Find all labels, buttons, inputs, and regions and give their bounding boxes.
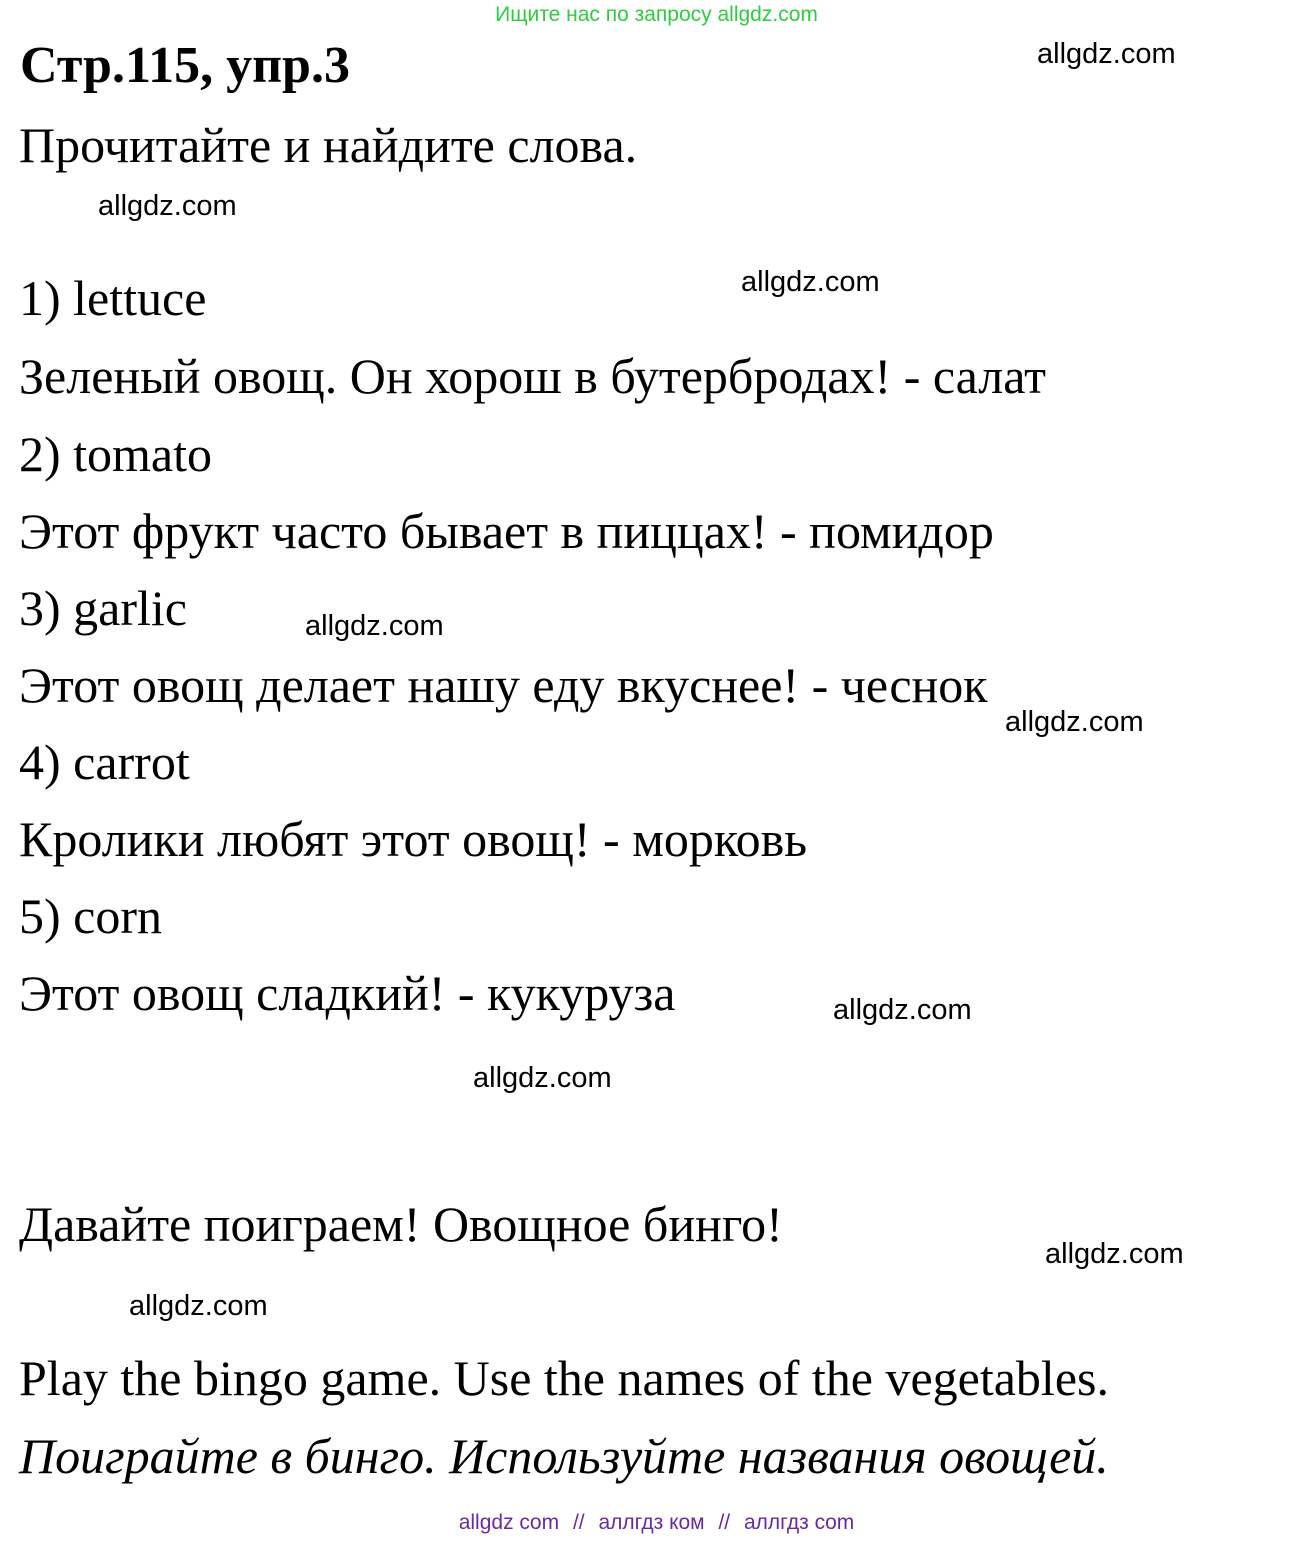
item-answer-4: Кролики любят этот овощ! - морковь [19, 811, 808, 867]
footer-separator: // [718, 1511, 731, 1534]
watermark: allgdz.com [473, 1062, 612, 1094]
footer-separator: // [572, 1511, 585, 1534]
item-word-2: 2) tomato [19, 426, 213, 482]
watermark: allgdz.com [129, 1290, 268, 1322]
watermark: allgdz.com [741, 266, 880, 298]
top-banner: Ищите нас по запросу allgdz.com [495, 3, 818, 26]
footer-link-2[interactable]: аллгдз ком [598, 1511, 705, 1534]
watermark: allgdz.com [98, 190, 237, 222]
item-answer-1: Зеленый овощ. Он хорош в бутербродах! - салат [19, 348, 1046, 404]
watermark: allgdz.com [1037, 38, 1176, 70]
game-intro: Давайте поиграем! Овощное бинго! [19, 1196, 783, 1252]
watermark: allgdz.com [1005, 706, 1144, 738]
task-russian: Поиграйте в бинго. Используйте названия овощей. [19, 1428, 1109, 1484]
item-word-4: 4) carrot [19, 734, 190, 790]
watermark: allgdz.com [833, 994, 972, 1026]
item-word-1: 1) lettuce [19, 270, 207, 326]
item-answer-5: Этот овощ сладкий! - кукуруза [19, 965, 676, 1021]
item-answer-3: Этот овощ делает нашу еду вкуснее! - чеснок [19, 657, 988, 713]
watermark: allgdz.com [1045, 1238, 1184, 1270]
footer [0, 1511, 1313, 1535]
footer-link-1[interactable]: allgdz com [458, 1511, 560, 1534]
watermark: allgdz.com [305, 610, 444, 642]
instruction-text: Прочитайте и найдите слова. [19, 117, 638, 173]
page-title: Стр.115, упр.3 [20, 37, 350, 94]
item-word-3: 3) garlic [19, 580, 187, 636]
item-word-5: 5) corn [19, 888, 162, 944]
footer-link-3[interactable]: аллгдз com [743, 1511, 855, 1534]
task-english: Play the bingo game. Use the names of the vegetables. [19, 1350, 1109, 1406]
item-answer-2: Этот фрукт часто бывает в пиццах! - помидор [19, 503, 994, 559]
